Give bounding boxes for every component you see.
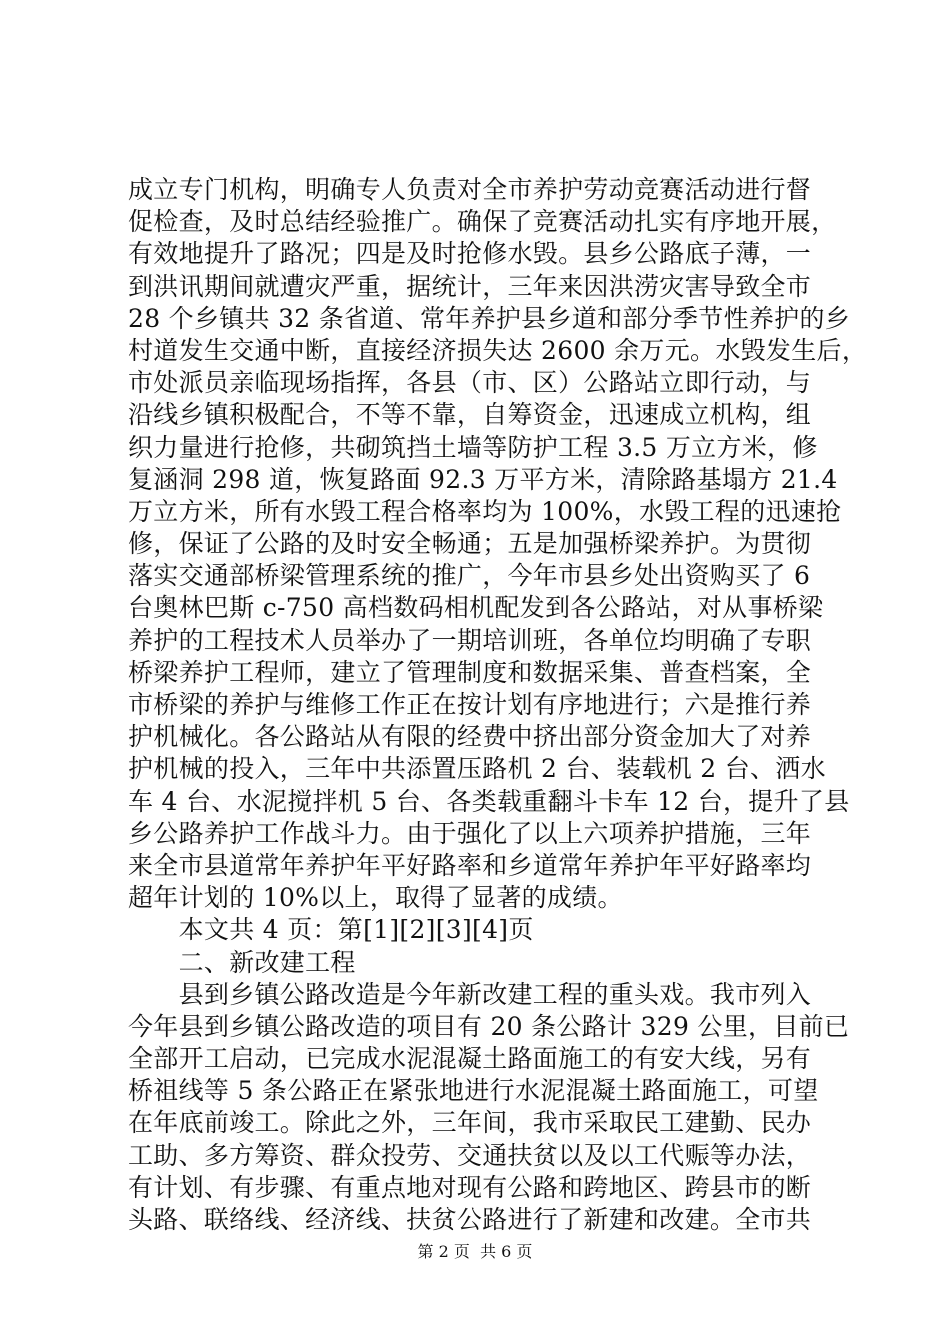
section-heading: 二、新改建工程	[128, 947, 356, 977]
text-line: 超年计划的 10%以上，取得了显著的成绩。	[128, 883, 623, 913]
text-line: 今年县到乡镇公路改造的项目有 20 条公路计 329 公里，目前已	[128, 1011, 850, 1041]
text-line: 修，保证了公路的及时安全畅通；五是加强桥梁养护。为贯彻	[128, 529, 812, 559]
text-line: 乡公路养护工作战斗力。由于强化了以上六项养护措施，三年	[128, 818, 812, 848]
text-line: 村道发生交通中断，直接经济损失达 2600 余万元。水毁发生后，	[128, 335, 868, 365]
text-line: 市桥梁的养护与维修工作正在按计划有序地进行；六是推行养	[128, 690, 812, 719]
text-line: 成立专门机构，明确专人负责对全市养护劳动竞赛活动进行督	[128, 175, 812, 204]
text-line: 工助、多方筹资、群众投劳、交通扶贫以及以工代赈等办法，	[128, 1140, 812, 1170]
body-text	[128, 174, 868, 1236]
text-line: 护机械化。各公路站从有限的经费中挤出部分资金加大了对养	[128, 722, 812, 752]
text-line: 沿线乡镇积极配合，不等不靠，自筹资金，迅速成立机构，组	[128, 400, 812, 430]
text-line: 养护的工程技术人员举办了一期培训班，各单位均明确了专职	[128, 625, 812, 655]
text-line: 落实交通部桥梁管理系统的推广，今年市县乡处出资购买了 6	[128, 561, 811, 591]
text-line: 桥祖线等 5 条公路正在紧张地进行水泥混凝土路面施工，可望	[128, 1076, 819, 1106]
page-footer: 第 2 页 共 6 页	[417, 1242, 533, 1261]
page-navigation-line: 本文共 4 页：第[1][2][3][4]页	[128, 915, 534, 945]
text-line: 有效地提升了路况；四是及时抢修水毁。县乡公路底子薄，一	[128, 239, 812, 269]
text-line: 来全市县道常年养护年平好路率和乡道常年养护年平好路率均	[128, 850, 812, 880]
text-line: 万立方米，所有水毁工程合格率均为 100%，水毁工程的迅速抢	[128, 496, 842, 526]
text-line: 织力量进行抢修，共砌筑挡土墙等防护工程 3.5 万立方米，修	[128, 432, 818, 462]
text-line: 市处派员亲临现场指挥，各县（市、区）公路站立即行动，与	[128, 368, 812, 398]
text-line: 县到乡镇公路改造是今年新改建工程的重头戏。我市列入	[128, 979, 812, 1009]
text-line: 全部开工启动，已完成水泥混凝土路面施工的有安大线，另有	[128, 1044, 812, 1074]
text-line: 车 4 台、水泥搅拌机 5 台、各类载重翻斗卡车 12 台，提升了县	[128, 786, 850, 816]
text-line: 到洪讯期间就遭灾严重，据统计，三年来因洪涝灾害导致全市	[128, 271, 812, 301]
text-line: 促检查，及时总结经验推广。确保了竞赛活动扎实有序地开展，	[128, 207, 837, 237]
text-line: 护机械的投入，三年中共添置压路机 2 台、装载机 2 台、洒水	[128, 754, 826, 784]
text-line: 头路、联络线、经济线、扶贫公路进行了新建和改建。全市共	[128, 1205, 812, 1234]
text-line: 28 个乡镇共 32 条省道、常年养护县乡道和部分季节性养护的乡	[128, 303, 851, 333]
text-line: 有计划、有步骤、有重点地对现有公路和跨地区、跨县市的断	[128, 1172, 812, 1202]
text-line: 台奥林巴斯 c-750 高档数码相机配发到各公路站，对从事桥梁	[128, 593, 824, 623]
text-line: 在年底前竣工。除此之外，三年间，我市采取民工建勤、民办	[128, 1108, 812, 1138]
text-line: 桥梁养护工程师，建立了管理制度和数据采集、普查档案，全	[128, 657, 812, 687]
text-line: 复涵洞 298 道，恢复路面 92.3 万平方米，清除路基塌方 21.4	[128, 464, 838, 494]
